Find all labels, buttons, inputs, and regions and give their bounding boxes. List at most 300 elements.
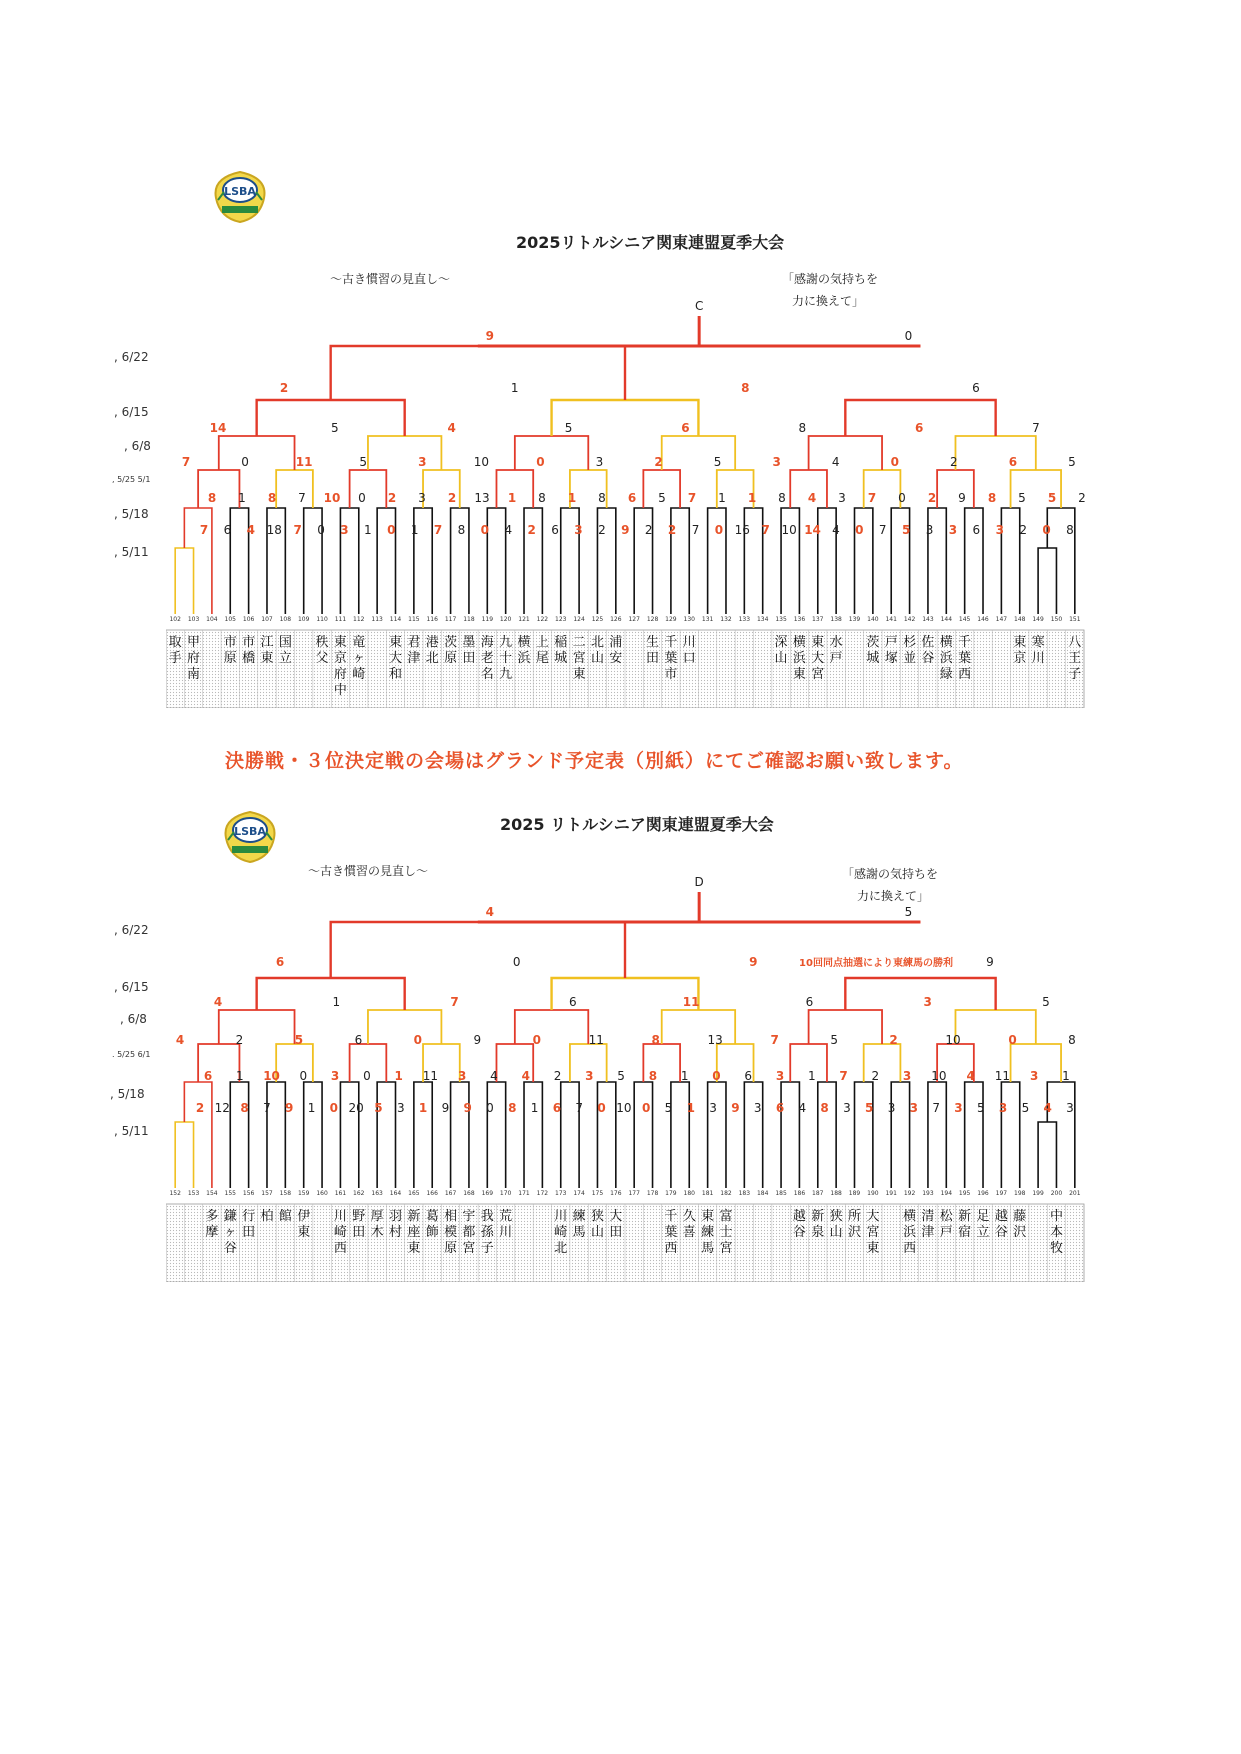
match-line bbox=[276, 470, 313, 508]
team-name-char: 葉 bbox=[958, 651, 972, 666]
team-name-char: 木 bbox=[370, 1225, 384, 1240]
team-number: 146 bbox=[977, 616, 989, 623]
qf-score: 4 bbox=[447, 421, 456, 435]
r64-score: 7 bbox=[199, 523, 209, 537]
match-line bbox=[414, 1082, 432, 1188]
team-name-char: 上 bbox=[535, 635, 549, 650]
r64-score: 9 bbox=[441, 1101, 450, 1115]
motto-line2: 力に換えて」 bbox=[857, 889, 930, 903]
r16-score: 5 bbox=[294, 1033, 304, 1047]
r64-score: 0 bbox=[855, 523, 864, 537]
r64-score: 0 bbox=[1042, 523, 1051, 537]
team-name-char: 西 bbox=[903, 1241, 917, 1256]
r64-score: 6 bbox=[551, 523, 559, 537]
r64-score: 1 bbox=[418, 1101, 428, 1115]
block-letter: C bbox=[694, 299, 704, 313]
r16-score: 13 bbox=[707, 1033, 723, 1047]
team-name-char: 清 bbox=[921, 1209, 935, 1224]
r32-score: 11 bbox=[422, 1069, 439, 1083]
team-number: 130 bbox=[683, 616, 695, 623]
r64-score: 7 bbox=[761, 523, 770, 537]
r64-score: 3 bbox=[998, 1101, 1008, 1115]
lottery-note: 10回同点抽選により東練馬の勝利 bbox=[799, 958, 953, 969]
team-number: 184 bbox=[756, 1190, 769, 1197]
match-line bbox=[515, 436, 588, 470]
team-number: 141 bbox=[885, 616, 897, 623]
r16-score: 6 bbox=[1008, 455, 1018, 469]
match-line bbox=[708, 1082, 726, 1188]
team-number: 192 bbox=[903, 1190, 916, 1197]
team-number: 196 bbox=[977, 1190, 989, 1197]
r32-score: 11 bbox=[994, 1069, 1011, 1083]
team-name-char: 東 bbox=[333, 635, 347, 650]
r64-score: 6 bbox=[223, 523, 232, 537]
r16-score: 2 bbox=[235, 1033, 244, 1047]
r16-score: 0 bbox=[1008, 1033, 1017, 1047]
r64-score: 8 bbox=[1066, 523, 1074, 537]
team-name-char: 西 bbox=[958, 667, 972, 682]
r64-score: 5 bbox=[976, 1101, 985, 1115]
date-semi: , 6/15 bbox=[114, 980, 149, 994]
team-number: 147 bbox=[995, 616, 1008, 623]
team-name-char: 王 bbox=[1068, 651, 1082, 666]
match-line bbox=[267, 1082, 285, 1188]
bracket-c bbox=[175, 299, 1086, 614]
team-name-char: 越 bbox=[792, 1209, 806, 1224]
semi-score: 9 bbox=[986, 955, 994, 969]
team-name-char: 八 bbox=[1068, 635, 1082, 650]
team-name-char: 安 bbox=[609, 651, 623, 666]
team-number: 151 bbox=[1069, 616, 1081, 623]
team-name-char: 喜 bbox=[682, 1225, 696, 1240]
r64-score: 4 bbox=[504, 523, 513, 537]
team-name-char: 田 bbox=[352, 1225, 366, 1240]
match-line bbox=[1001, 508, 1019, 614]
team-number: 161 bbox=[334, 1190, 347, 1197]
team-number: 116 bbox=[426, 616, 438, 623]
team-name-char: 茨 bbox=[866, 635, 880, 650]
logo-text: LSBA bbox=[234, 825, 266, 838]
team-name-char: 田 bbox=[242, 1225, 256, 1240]
r64-score: 3 bbox=[925, 523, 934, 537]
r32-score: 4 bbox=[490, 1069, 498, 1083]
team-name-char: 横 bbox=[792, 635, 806, 650]
team-number: 158 bbox=[279, 1190, 292, 1197]
team-number: 127 bbox=[628, 616, 640, 623]
team-name-char: 葉 bbox=[664, 651, 678, 666]
semi-score: 1 bbox=[510, 381, 519, 395]
team-number: 102 bbox=[169, 616, 181, 623]
team-number: 188 bbox=[830, 1190, 842, 1197]
r32-score: 2 bbox=[387, 491, 397, 505]
qf-score: 5 bbox=[564, 421, 573, 435]
final-score: 0 bbox=[904, 329, 913, 343]
team-number: 154 bbox=[206, 1190, 218, 1197]
r64-score: 2 bbox=[644, 523, 653, 537]
match-line bbox=[1038, 548, 1056, 614]
r16-score: 9 bbox=[473, 1033, 482, 1047]
match-line bbox=[257, 978, 405, 1010]
r32-score: 6 bbox=[203, 1069, 213, 1083]
motto-line1: 「感謝の気持ちを bbox=[782, 272, 879, 286]
team-name-char: 津 bbox=[921, 1225, 935, 1240]
r16-score: 2 bbox=[950, 455, 958, 469]
r16-score: 5 bbox=[359, 455, 368, 469]
team-name-char: 新 bbox=[407, 1209, 421, 1224]
team-name-char: 北 bbox=[554, 1241, 568, 1256]
match-line bbox=[634, 1082, 652, 1188]
date-r32: , 5/18 bbox=[110, 1087, 145, 1101]
r64-score: 8 bbox=[820, 1101, 829, 1115]
r64-score: 3 bbox=[709, 1101, 717, 1115]
team-name-char: 新 bbox=[811, 1209, 825, 1224]
r32-score: 5 bbox=[1047, 491, 1057, 505]
team-name-char: 茨 bbox=[444, 635, 458, 650]
match-line bbox=[451, 1082, 469, 1188]
r64-score: 0 bbox=[329, 1101, 339, 1115]
team-name-char: 塚 bbox=[884, 651, 898, 666]
team-name-char: 厚 bbox=[370, 1209, 384, 1224]
team-name-char: 子 bbox=[1068, 667, 1082, 682]
r64-score: 1 bbox=[364, 523, 372, 537]
r64-score: 3 bbox=[574, 523, 583, 537]
team-name-char: 京 bbox=[333, 651, 347, 666]
r32-score: 3 bbox=[902, 1069, 912, 1083]
team-name-char: 市 bbox=[242, 635, 256, 650]
team-name-char: 藤 bbox=[1013, 1209, 1027, 1224]
match-line bbox=[597, 1082, 615, 1188]
team-name-char: 千 bbox=[958, 635, 972, 650]
team-number: 157 bbox=[261, 1190, 273, 1197]
team-name-char: 原 bbox=[223, 651, 237, 666]
team-number: 121 bbox=[518, 616, 530, 623]
team-number: 174 bbox=[573, 1190, 585, 1197]
team-number: 164 bbox=[389, 1190, 402, 1197]
r16-score: 10 bbox=[473, 455, 489, 469]
venue-notice: 決勝戦・３位決定戦の会場はグランド予定表（別紙）にてご確認お願い致します。 bbox=[225, 750, 964, 772]
r64-score: 8 bbox=[457, 523, 466, 537]
team-name-char: 山 bbox=[829, 1225, 843, 1240]
team-number: 131 bbox=[701, 616, 714, 623]
r16-score: 5 bbox=[830, 1033, 838, 1047]
team-number: 118 bbox=[463, 616, 475, 623]
qf-score: 8 bbox=[798, 421, 807, 435]
team-name-char: 九 bbox=[499, 667, 513, 682]
r16-score: 4 bbox=[831, 455, 840, 469]
r16-score: 11 bbox=[588, 1033, 604, 1047]
team-number: 104 bbox=[206, 616, 218, 623]
r64-score: 4 bbox=[1043, 1101, 1052, 1115]
r32-score: 2 bbox=[447, 491, 457, 505]
r64-score: 9 bbox=[731, 1101, 740, 1115]
team-number: 132 bbox=[720, 616, 732, 623]
team-number: 187 bbox=[812, 1190, 824, 1197]
team-number: 113 bbox=[371, 616, 383, 623]
team-name-char: 東 bbox=[866, 1241, 880, 1256]
match-line bbox=[845, 978, 995, 1010]
team-number: 143 bbox=[922, 616, 934, 623]
team-name-char: 沢 bbox=[1013, 1225, 1027, 1240]
match-line bbox=[955, 1010, 1035, 1044]
team-name-char: 秩 bbox=[315, 635, 329, 650]
team-number: 199 bbox=[1032, 1190, 1044, 1197]
team-name-char: 九 bbox=[499, 635, 513, 650]
team-name-char: 宮 bbox=[462, 1241, 476, 1256]
match-line bbox=[184, 1082, 212, 1188]
team-number: 105 bbox=[224, 616, 236, 623]
match-line bbox=[864, 1044, 901, 1082]
r32-score: 13 bbox=[474, 491, 490, 505]
team-name-char: 緑 bbox=[939, 667, 953, 682]
team-number: 110 bbox=[316, 616, 328, 623]
r16-score: 7 bbox=[770, 1033, 779, 1047]
team-name-char: 谷 bbox=[921, 651, 935, 666]
team-name-char: 口 bbox=[682, 651, 696, 666]
r64-score: 5 bbox=[374, 1101, 383, 1115]
team-number: 178 bbox=[646, 1190, 659, 1197]
team-number: 194 bbox=[940, 1190, 953, 1197]
team-name-char: 海 bbox=[480, 635, 494, 650]
r16-score: 2 bbox=[654, 455, 663, 469]
bracket-d bbox=[175, 875, 1076, 1188]
r32-score: 0 bbox=[299, 1069, 308, 1083]
team-name-char: 山 bbox=[774, 651, 788, 666]
r64-score: 6 bbox=[775, 1101, 785, 1115]
team-name-char: 東 bbox=[701, 1209, 715, 1224]
date-r64: , 5/11 bbox=[114, 1124, 149, 1138]
qf-score: 6 bbox=[914, 421, 924, 435]
team-name-char: 立 bbox=[976, 1225, 990, 1240]
team-number: 186 bbox=[793, 1190, 806, 1197]
match-line bbox=[368, 1010, 441, 1044]
motto-line1: 「感謝の気持ちを bbox=[842, 867, 939, 881]
r64-score: 7 bbox=[263, 1101, 271, 1115]
final-score: 5 bbox=[904, 905, 913, 919]
team-name-char: 谷 bbox=[223, 1241, 237, 1256]
r64-score: 3 bbox=[843, 1101, 851, 1115]
team-number: 172 bbox=[536, 1190, 549, 1197]
r16-score: 8 bbox=[1068, 1033, 1076, 1047]
team-number: 129 bbox=[665, 616, 677, 623]
semi-score: 6 bbox=[275, 955, 285, 969]
match-line bbox=[955, 436, 1035, 470]
team-name-char: 名 bbox=[480, 667, 494, 682]
team-number: 176 bbox=[610, 1190, 622, 1197]
team-number: 103 bbox=[187, 616, 200, 623]
team-name-char: 都 bbox=[462, 1225, 476, 1240]
team-name-char: 東 bbox=[297, 1225, 311, 1240]
team-name-char: 模 bbox=[444, 1225, 458, 1240]
r32-score: 6 bbox=[744, 1069, 753, 1083]
team-name-char: 富 bbox=[719, 1209, 733, 1224]
match-line bbox=[671, 1082, 689, 1188]
team-name-char: 沢 bbox=[847, 1225, 862, 1240]
r64-score: 0 bbox=[317, 523, 325, 537]
r16-score: 3 bbox=[418, 455, 427, 469]
r64-score: 0 bbox=[641, 1101, 651, 1115]
team-name-char: 原 bbox=[444, 651, 458, 666]
team-name-char: 大 bbox=[811, 651, 825, 666]
r16-score: 7 bbox=[181, 455, 191, 469]
match-line bbox=[331, 922, 625, 978]
semi-score: 8 bbox=[741, 381, 750, 395]
r64-score: 1 bbox=[530, 1101, 539, 1115]
team-name-char: 君 bbox=[407, 635, 421, 650]
team-number: 111 bbox=[334, 616, 347, 623]
team-number: 109 bbox=[297, 616, 310, 623]
r64-score: 7 bbox=[575, 1101, 584, 1115]
team-name-char: 葉 bbox=[664, 1225, 678, 1240]
r64-score: 2 bbox=[527, 523, 536, 537]
match-line bbox=[487, 1082, 505, 1188]
r32-score: 8 bbox=[778, 491, 786, 505]
r32-score: 3 bbox=[775, 1069, 785, 1083]
r16-score: 0 bbox=[532, 1033, 541, 1047]
r64-score: 4 bbox=[246, 523, 255, 537]
qf-score: 3 bbox=[923, 995, 932, 1009]
team-name-char: 東 bbox=[792, 667, 806, 682]
team-number: 170 bbox=[499, 1190, 512, 1197]
team-number: 156 bbox=[242, 1190, 255, 1197]
slogan-d: ～古き慣習の見直し～ bbox=[308, 864, 429, 878]
team-number: 191 bbox=[885, 1190, 897, 1197]
team-name-char: 中 bbox=[1049, 1209, 1063, 1224]
team-name-char: 羽 bbox=[388, 1209, 403, 1224]
team-name-char: 横 bbox=[517, 635, 531, 650]
r64-score: 12 bbox=[214, 1101, 230, 1115]
qf-score: 5 bbox=[1042, 995, 1050, 1009]
r32-score: 2 bbox=[1078, 491, 1086, 505]
r32-score: 8 bbox=[648, 1069, 658, 1083]
r64-score: 3 bbox=[948, 523, 958, 537]
match-line bbox=[928, 1082, 946, 1188]
team-name-char: 東 bbox=[572, 667, 586, 682]
team-name-char: 川 bbox=[499, 1225, 513, 1240]
team-name-char: 生 bbox=[646, 635, 660, 650]
team-name-char: 川 bbox=[554, 1209, 568, 1224]
team-number: 182 bbox=[720, 1190, 732, 1197]
r32-score: 8 bbox=[538, 491, 546, 505]
team-name-char: 浜 bbox=[903, 1225, 917, 1240]
team-name-char: 津 bbox=[407, 651, 421, 666]
r32-score: 3 bbox=[585, 1069, 594, 1083]
team-number: 163 bbox=[371, 1190, 383, 1197]
r64-score: 18 bbox=[266, 523, 282, 537]
team-number: 108 bbox=[279, 616, 292, 623]
match-line bbox=[219, 436, 295, 470]
match-line bbox=[561, 1082, 579, 1188]
team-number: 134 bbox=[756, 616, 769, 623]
team-name-char: 北 bbox=[590, 635, 604, 650]
team-name-char: 東 bbox=[407, 1241, 421, 1256]
match-line bbox=[368, 436, 441, 470]
team-name-char: 橋 bbox=[242, 651, 256, 666]
team-name-char: 孫 bbox=[480, 1225, 494, 1240]
r32-score: 7 bbox=[298, 491, 306, 505]
team-name-char: 村 bbox=[388, 1225, 403, 1240]
match-line bbox=[855, 1082, 873, 1188]
qf-score: 11 bbox=[682, 995, 700, 1009]
r16-score: 4 bbox=[175, 1033, 185, 1047]
team-name-char: 馬 bbox=[701, 1241, 715, 1256]
team-number: 139 bbox=[848, 616, 861, 623]
team-name-char: 港 bbox=[425, 635, 439, 650]
r32-score: 7 bbox=[867, 491, 877, 505]
date-final: , 6/22 bbox=[114, 350, 149, 364]
r32-score: 2 bbox=[871, 1069, 880, 1083]
match-line bbox=[198, 470, 239, 508]
team-name-char: 田 bbox=[646, 651, 660, 666]
team-name-char: 狭 bbox=[590, 1209, 604, 1224]
date-qf: , 6/8 bbox=[120, 1012, 147, 1026]
match-line bbox=[219, 1010, 295, 1044]
team-number: 107 bbox=[261, 616, 273, 623]
qf-score: 6 bbox=[805, 995, 814, 1009]
r16-score: 6 bbox=[354, 1033, 363, 1047]
team-number: 166 bbox=[426, 1190, 438, 1197]
team-number: 128 bbox=[646, 616, 659, 623]
match-line bbox=[809, 436, 882, 470]
team-number: 181 bbox=[701, 1190, 714, 1197]
r32-score: 2 bbox=[553, 1069, 562, 1083]
team-name-char: 子 bbox=[480, 1241, 494, 1256]
team-number: 197 bbox=[995, 1190, 1008, 1197]
tournament-title-c: 2025リトルシニア関東連盟夏季大会 bbox=[516, 233, 785, 252]
team-name-char: 摩 bbox=[205, 1225, 219, 1240]
team-name-char: 和 bbox=[388, 667, 403, 682]
team-name-char: 崎 bbox=[352, 667, 366, 682]
r64-score: 7 bbox=[293, 523, 302, 537]
r64-score: 1 bbox=[410, 523, 419, 537]
r32-score: 2 bbox=[927, 491, 937, 505]
team-number: 175 bbox=[591, 1190, 604, 1197]
team-name-char: 江 bbox=[260, 635, 274, 650]
qf-score: 7 bbox=[450, 995, 459, 1009]
r16-score: 5 bbox=[1068, 455, 1076, 469]
team-name-char: 松 bbox=[939, 1209, 953, 1224]
team-name-char: 寒 bbox=[1031, 635, 1045, 650]
r32-score: 5 bbox=[617, 1069, 625, 1083]
team-name-char: 館 bbox=[278, 1209, 292, 1224]
r64-score: 9 bbox=[285, 1101, 294, 1115]
date-qf: , 6/8 bbox=[124, 439, 151, 453]
team-number: 183 bbox=[738, 1190, 751, 1197]
team-name-char: 府 bbox=[187, 651, 201, 666]
team-number: 195 bbox=[958, 1190, 971, 1197]
team-number: 142 bbox=[903, 616, 916, 623]
r32-score: 1 bbox=[567, 491, 577, 505]
r32-score: 4 bbox=[521, 1069, 530, 1083]
match-line bbox=[304, 1082, 322, 1188]
r32-score: 6 bbox=[627, 491, 637, 505]
team-number: 115 bbox=[408, 616, 420, 623]
team-number: 117 bbox=[444, 616, 457, 623]
match-line bbox=[175, 548, 193, 614]
match-line bbox=[662, 436, 735, 470]
team-name-char: 稲 bbox=[554, 635, 568, 650]
team-number: 190 bbox=[867, 1190, 879, 1197]
r32-score: 8 bbox=[987, 491, 997, 505]
r32-score: 1 bbox=[807, 1069, 816, 1083]
final-score: 4 bbox=[485, 905, 495, 919]
team-number: 135 bbox=[775, 616, 787, 623]
team-name-char: 荒 bbox=[499, 1209, 513, 1224]
team-name-char: 戸 bbox=[829, 651, 843, 666]
team-name-char: 府 bbox=[333, 667, 347, 682]
team-number: 144 bbox=[940, 616, 953, 623]
team-number: 193 bbox=[922, 1190, 934, 1197]
date-semi: , 6/15 bbox=[114, 405, 149, 419]
